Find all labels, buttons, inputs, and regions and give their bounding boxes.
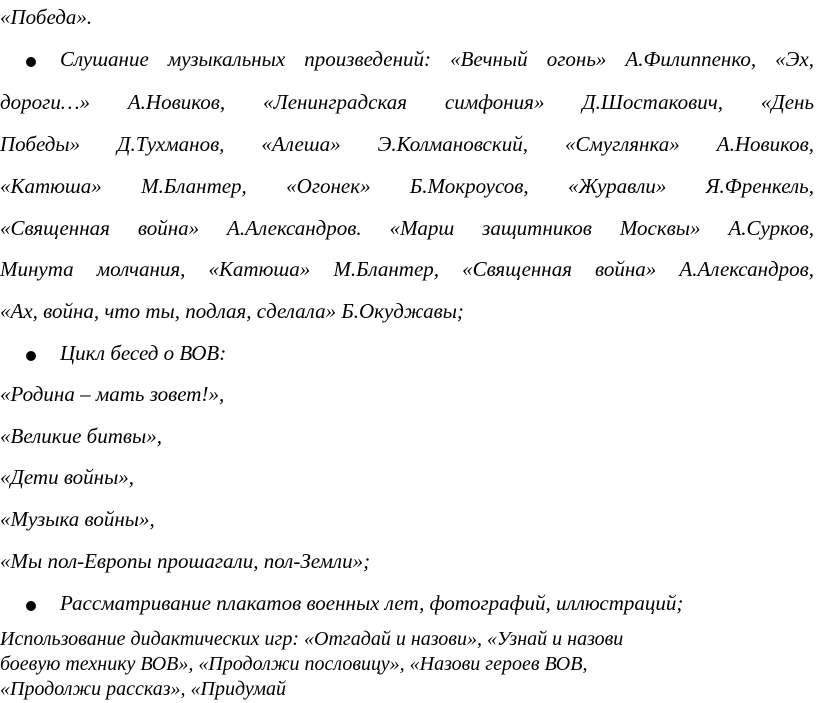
text-line: «Дети войны», <box>0 465 135 489</box>
text-line-didactic-games: Использование дидактических игр: «Отгадай и назови», «Узнай и назови <box>0 628 624 650</box>
text-line: боевую технику ВОВ», «Продолжи пословицу», «Назови героев ВОВ, <box>0 653 588 675</box>
bullet-icon <box>26 601 36 611</box>
text-line: Минута молчания, «Катюша» М.Блантер, «Священная война» А.Александров, <box>0 257 814 281</box>
text-line: Победы» Д.Тухманов, «Алеша» Э.Колмановский, «Смуглянка» А.Новиков, <box>0 132 814 156</box>
text-line: «Музыка войны», <box>0 507 155 531</box>
bullet-icon <box>26 57 36 67</box>
text-line: «Продолжи рассказ», «Придумай <box>0 678 286 700</box>
text-line: «Мы пол-Европы прошагали, пол-Земли»; <box>0 549 371 573</box>
text-line-posters: Рассматривание плакатов военных лет, фотографий, иллюстраций; <box>60 591 684 615</box>
text-line: «Священная война» А.Александров. «Марш защитников Москвы» А.Сурков, <box>0 216 814 240</box>
text-line-conversations: Цикл бесед о ВОВ: <box>60 341 227 365</box>
text-line: «Великие битвы», <box>0 424 162 448</box>
text-line: дороги…» А.Новиков, «Ленинградская симфония» Д.Шостакович, «День <box>0 90 814 114</box>
text-line-music-listening: Слушание музыкальных произведений: «Вечный огонь» А.Филиппенко, «Эх, <box>60 47 814 71</box>
text-line: «Катюша» М.Блантер, «Огонек» Б.Мокроусов, «Журавли» Я.Френкель, <box>0 174 814 198</box>
text-line-pobeda: «Победа». <box>0 5 93 29</box>
text-line: «Родина – мать зовет!», <box>0 382 225 406</box>
text-line: «Ах, война, что ты, подлая, сделала» Б.Окуджавы; <box>0 299 464 323</box>
bullet-icon <box>26 351 36 361</box>
